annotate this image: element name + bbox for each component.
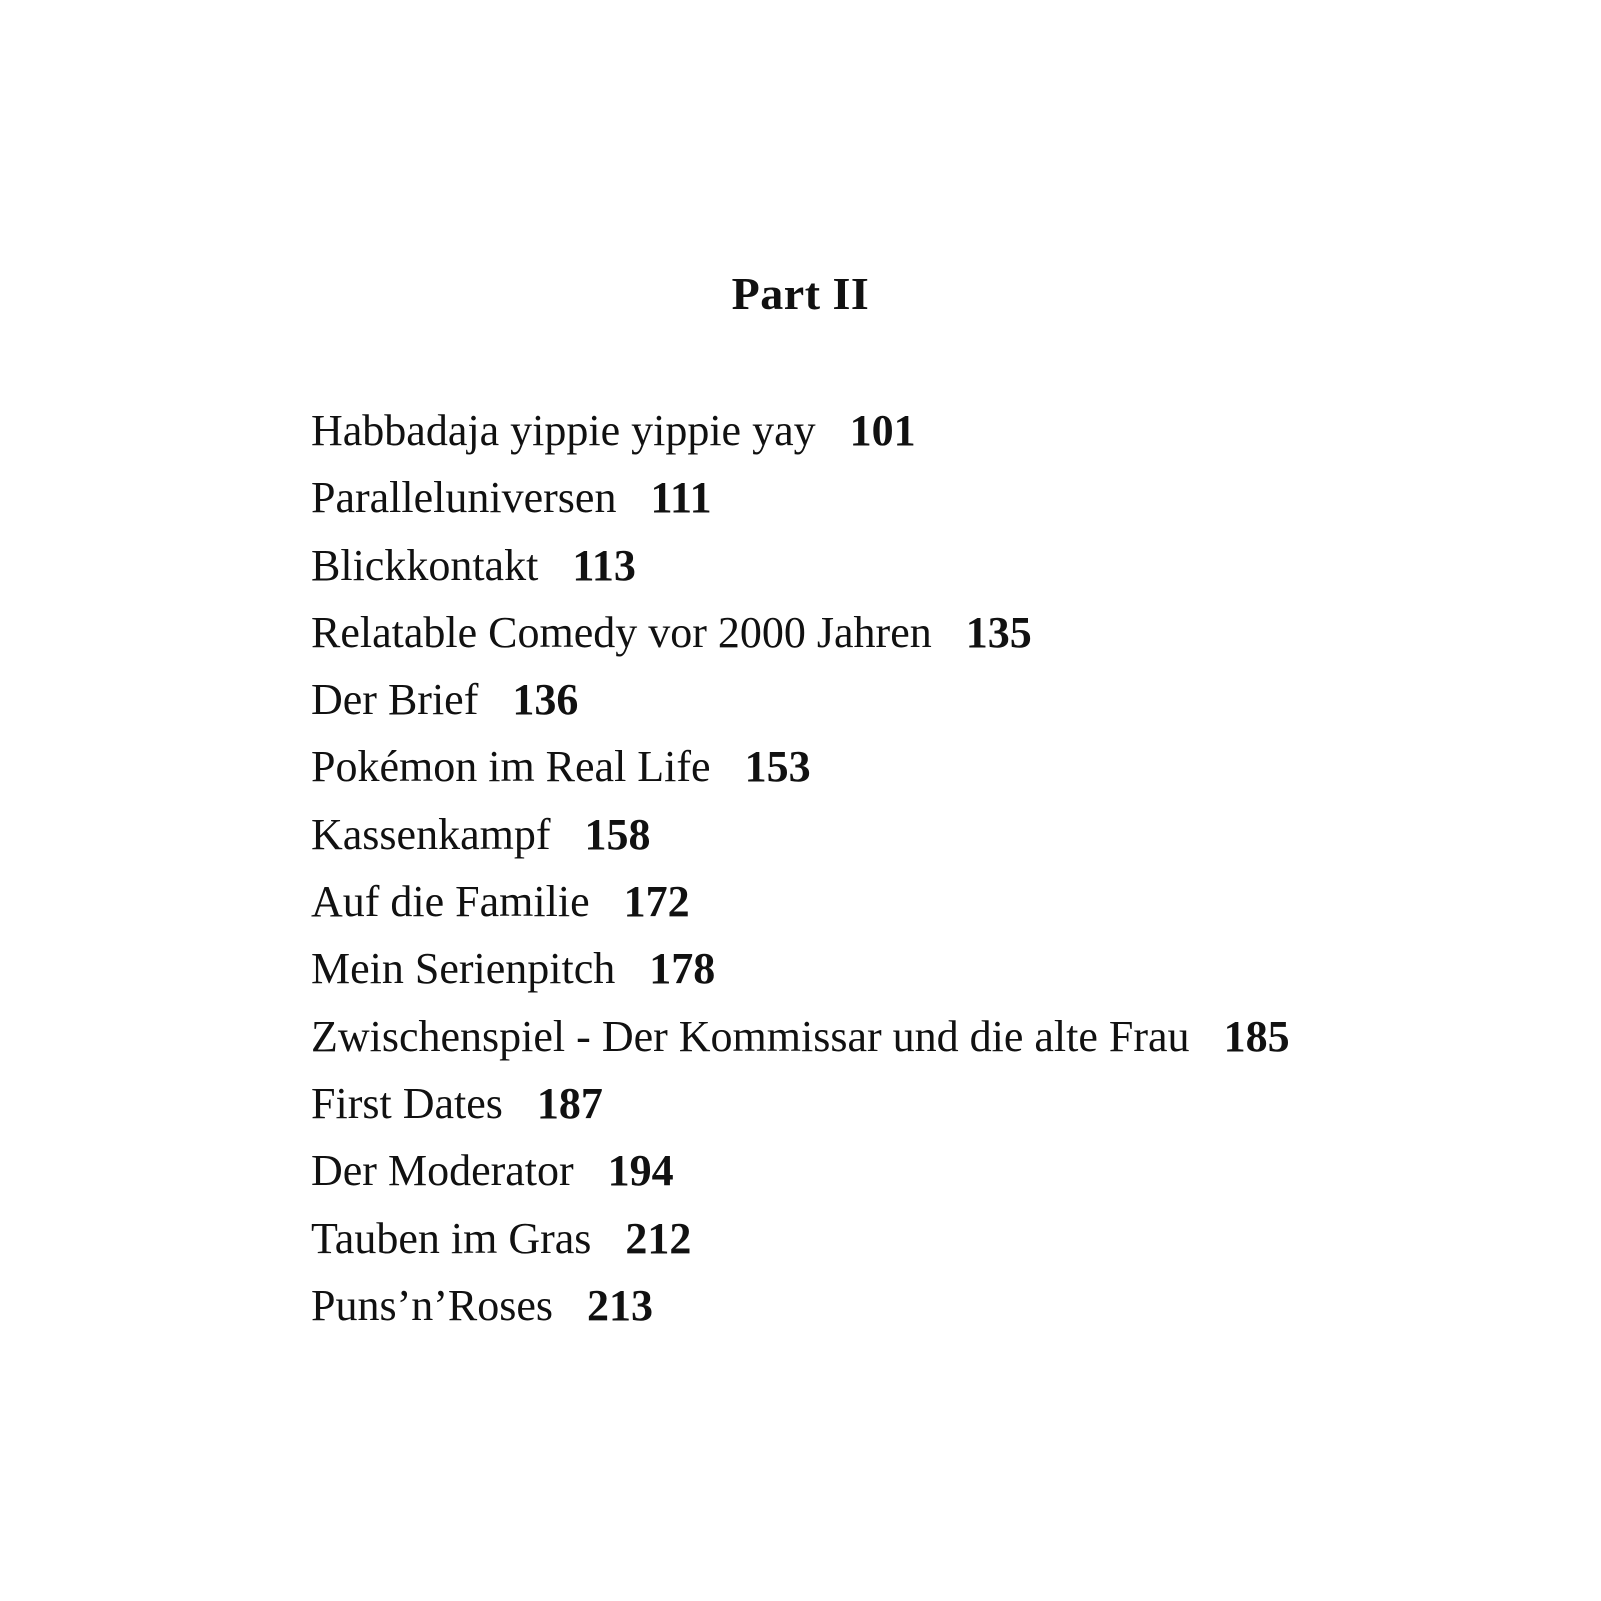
toc-entry bbox=[311, 1009, 1290, 1076]
toc-entry bbox=[311, 470, 1290, 537]
toc-entry bbox=[311, 1278, 1290, 1345]
toc-entry-page-number: 187 bbox=[536, 1078, 603, 1128]
toc-entry-page-number: 213 bbox=[587, 1280, 654, 1330]
toc-entry-title: First Dates bbox=[311, 1078, 503, 1128]
toc-entry bbox=[311, 605, 1290, 672]
toc-entry-page-number: 178 bbox=[649, 944, 716, 994]
toc-entry bbox=[311, 1211, 1290, 1278]
toc-entry-title: Kassenkampf bbox=[311, 809, 551, 859]
toc-entry bbox=[311, 739, 1290, 806]
toc-entry-title: Puns’n’Roses bbox=[311, 1280, 554, 1330]
toc-entry bbox=[311, 874, 1290, 941]
toc-entry-page-number: 158 bbox=[584, 809, 651, 859]
toc-entry-page-number: 111 bbox=[650, 473, 712, 523]
toc-entry bbox=[311, 1076, 1290, 1143]
toc-entry-title: Zwischenspiel - Der Kommissar und die alte Frau bbox=[311, 1011, 1190, 1061]
toc-entry-title: Pokémon im Real Life bbox=[311, 742, 711, 792]
toc-entry bbox=[311, 1143, 1290, 1210]
toc-entry-page-number: 172 bbox=[623, 877, 690, 927]
toc-entry-page-number: 136 bbox=[512, 675, 579, 725]
toc-entry-page-number: 194 bbox=[607, 1146, 674, 1196]
toc-entry-title: Auf die Familie bbox=[311, 877, 590, 927]
toc-entry-page-number: 113 bbox=[572, 540, 636, 590]
toc-entry bbox=[311, 538, 1290, 605]
toc-entry bbox=[311, 672, 1290, 739]
toc-entry-page-number: 212 bbox=[625, 1213, 692, 1263]
toc-entry-title: Relatable Comedy vor 2000 Jahren bbox=[311, 607, 932, 657]
toc-entry bbox=[311, 807, 1290, 874]
toc-entry-title: Habbadaja yippie yippie yay bbox=[311, 406, 816, 455]
toc-entry-page-number: 101 bbox=[849, 406, 916, 455]
toc-entry bbox=[311, 941, 1290, 1008]
toc-entry-title: Tauben im Gras bbox=[311, 1213, 592, 1263]
table-of-contents bbox=[311, 403, 1290, 1345]
toc-entry-page-number: 153 bbox=[744, 742, 811, 792]
toc-entry-page-number: 135 bbox=[965, 607, 1032, 657]
toc-entry-title: Blickkontakt bbox=[311, 540, 539, 590]
toc-entry-title: Paralleluniversen bbox=[311, 473, 617, 523]
toc-entry-title: Mein Serienpitch bbox=[311, 944, 616, 994]
toc-entry-page-number: 185 bbox=[1223, 1011, 1290, 1061]
part-title: Part II bbox=[731, 268, 870, 319]
toc-entry bbox=[311, 403, 1290, 470]
toc-entry-title: Der Moderator bbox=[311, 1146, 574, 1196]
toc-entry-title: Der Brief bbox=[311, 675, 479, 725]
